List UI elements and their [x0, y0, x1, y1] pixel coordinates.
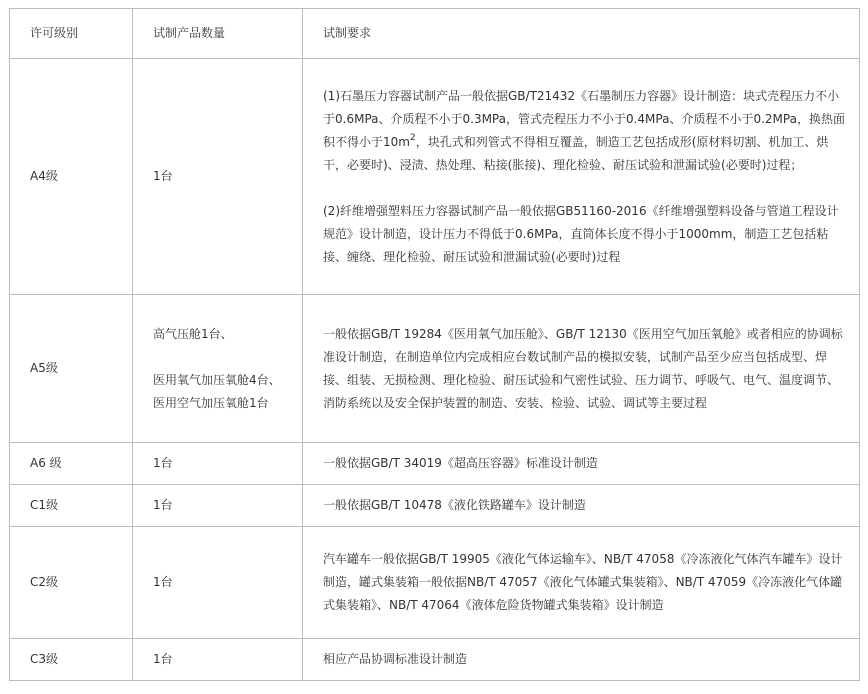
table-row	[10, 443, 860, 485]
quantity-cell: 1台	[133, 443, 303, 485]
requirement-paragraph	[323, 85, 845, 177]
table-row	[10, 527, 860, 639]
table-row	[10, 639, 860, 681]
table-row	[10, 295, 860, 443]
quantity-line: 医用氧气加压氧舱4台、医用空气加压氧舱1台	[153, 372, 281, 410]
requirement-paragraph: (2)纤维增强塑料压力容器试制产品一般依据GB51160-2016《纤维增强塑料设备与管道工程设计规范》设计制造，设计压力不得低于0.6MPa，直筒体长度不得小于1000mm，制造工艺包括粘接、缠绕、理化检验、耐压试验和泄漏试验(必要时)过程	[323, 203, 839, 264]
level-cell: A6 级	[10, 443, 133, 485]
requirement-cell	[303, 59, 860, 295]
quantity-cell: 1台	[133, 59, 303, 295]
header-row	[10, 9, 860, 59]
header-requirement: 试制要求	[303, 9, 860, 59]
license-requirements-table	[9, 8, 860, 681]
quantity-cell: 1台	[133, 485, 303, 527]
table-row	[10, 485, 860, 527]
quantity-cell: 1台	[133, 527, 303, 639]
quantity-cell: 1台	[133, 639, 303, 681]
table-row	[10, 59, 860, 295]
requirement-cell: 汽车罐车一般依据GB/T 19905《液化气体运输车》、NB/T 47058《冷冻液化气体汽车罐车》设计制造，罐式集装箱一般依据NB/T 47057《液化气体罐式集装箱》、NB/T 47059《冷冻液化气体罐式集装箱》、NB/T 47064《液体危险货物罐式集装箱》设计制造	[303, 527, 860, 639]
requirement-cell: 相应产品协调标准设计制造	[303, 639, 860, 681]
requirement-cell: 一般依据GB/T 10478《液化铁路罐车》设计制造	[303, 485, 860, 527]
level-cell: A4级	[10, 59, 133, 295]
quantity-cell	[133, 295, 303, 443]
requirement-cell: 一般依据GB/T 34019《超高压容器》标准设计制造	[303, 443, 860, 485]
level-cell: C3级	[10, 639, 133, 681]
header-quantity: 试制产品数量	[133, 9, 303, 59]
header-level: 许可级别	[10, 9, 133, 59]
level-cell: A5级	[10, 295, 133, 443]
level-cell: C1级	[10, 485, 133, 527]
quantity-line: 高气压舱1台、	[153, 326, 233, 341]
requirement-text: (1)石墨压力容器试制产品一般依据GB/T21432《石墨制压力容器》设计制造：块式壳程压力不小于0.6MPa、介质程不小于0.3MPa，管式壳程压力不小于0.4MPa、介质程不小于0.2MPa，换热面积不得小于10m	[323, 88, 845, 149]
superscript: 2	[409, 132, 416, 143]
level-cell: C2级	[10, 527, 133, 639]
requirement-text: ，块孔式和列管式不得相互覆盖，制造工艺包括成形(原材料切割、机加工、烘干，必要时)、浸渍、热处理、粘接(胀接)、理化检验、耐压试验和泄漏试验(必要时)过程；	[323, 134, 829, 172]
requirement-cell: 一般依据GB/T 19284《医用氧气加压舱》、GB/T 12130《医用空气加压氧舱》或者相应的协调标准设计制造，在制造单位内完成相应台数试制产品的模拟安装，试制产品至少应当包括成型、焊接、组装、无损检测、理化检验、耐压试验和气密性试验、压力调节、呼吸气、电气、温度调节、消防系统以及安全保护装置的制造、安装、检验、试验、调试等主要过程	[303, 295, 860, 443]
